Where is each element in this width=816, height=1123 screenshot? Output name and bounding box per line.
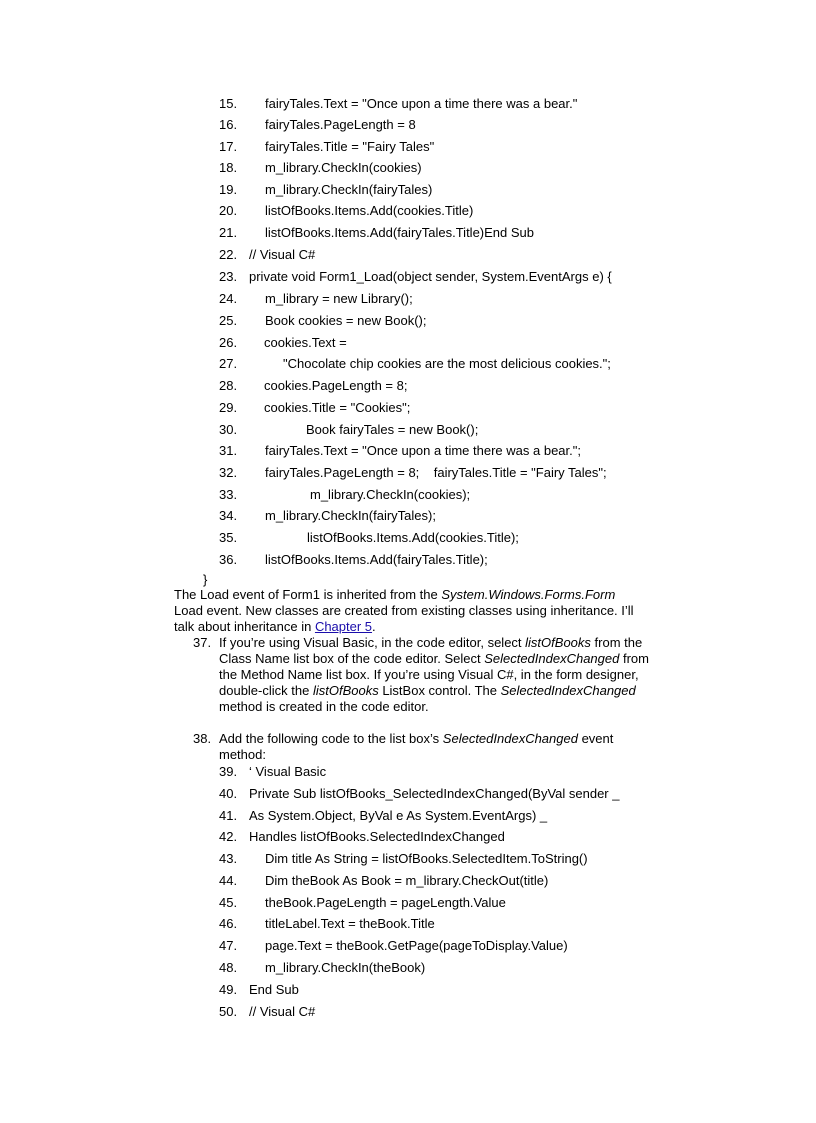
code-text: Book fairyTales = new Book(); — [306, 422, 479, 437]
code-text: "Chocolate chip cookies are the most delicious cookies."; — [283, 356, 611, 371]
code-text: cookies.Text = — [264, 335, 347, 350]
code-text: m_library = new Library(); — [265, 291, 413, 306]
line-number: 20. — [219, 203, 238, 218]
line-number: 17. — [219, 139, 238, 154]
line-number: 46. — [219, 916, 238, 931]
line-number: 15. — [219, 96, 238, 111]
code-text: Book cookies = new Book(); — [265, 313, 427, 328]
code-text: listOfBooks.Items.Add(fairyTales.Title)End Sub — [265, 225, 535, 240]
step-number: 37. — [193, 635, 212, 650]
line-number: 34. — [219, 508, 238, 523]
code-text: m_library.CheckIn(fairyTales); — [265, 508, 436, 523]
line-number: 31. — [219, 443, 238, 458]
line-number: 18. — [219, 160, 238, 175]
line-number: 22. — [219, 247, 238, 262]
step-text: If you’re using Visual Basic, in the code editor, select listOfBooks from the Class Name list box of the code editor. Select SelectedIndexChanged from the Method Name list box. If you’re using Visual C#, in the form designer, double-click the listOfBooks ListBox control. The SelectedIndexChanged method is created in the code editor. — [219, 635, 649, 714]
line-number: 19. — [219, 182, 238, 197]
line-number: 36. — [219, 552, 238, 567]
step-text: Add the following code to the list box’s SelectedIndexChanged event method: — [219, 731, 614, 762]
para-text: . — [372, 619, 376, 634]
code-text: fairyTales.Title = "Fairy Tales" — [265, 139, 435, 154]
line-number: 50. — [219, 1004, 238, 1019]
code-text: theBook.PageLength = pageLength.Value — [265, 895, 506, 910]
line-number: 29. — [219, 400, 238, 415]
code-text: cookies.PageLength = 8; — [264, 378, 408, 393]
code-text: m_library.CheckIn(fairyTales) — [265, 182, 433, 197]
code-text: Dim title As String = listOfBooks.SelectedItem.ToString() — [265, 851, 588, 866]
closing-brace: } — [203, 572, 208, 587]
para-italic: System.Windows.Forms.Form — [441, 587, 616, 602]
line-number: 32. — [219, 465, 238, 480]
line-number: 43. — [219, 851, 238, 866]
code-identifier: SelectedIndexChanged — [484, 651, 620, 666]
line-number: 28. — [219, 378, 238, 393]
para-text: The Load event of Form1 is inherited from the — [174, 587, 442, 602]
code-text: m_library.CheckIn(cookies) — [265, 160, 422, 175]
code-identifier: SelectedIndexChanged — [442, 731, 578, 746]
code-identifier: SelectedIndexChanged — [500, 683, 636, 698]
line-number: 21. — [219, 225, 238, 240]
line-number: 16. — [219, 117, 238, 132]
line-number: 40. — [219, 786, 238, 801]
code-text: fairyTales.PageLength = 8; fairyTales.Title = "Fairy Tales"; — [265, 465, 607, 480]
code-text: ‘ Visual Basic — [249, 764, 327, 779]
code-text: End Sub — [249, 982, 299, 997]
code-text: listOfBooks.Items.Add(cookies.Title) — [265, 203, 474, 218]
line-number: 24. — [219, 291, 238, 306]
code-identifier: listOfBooks — [525, 635, 591, 650]
code-text: // Visual C# — [249, 247, 316, 262]
line-number: 25. — [219, 313, 238, 328]
line-number: 30. — [219, 422, 238, 437]
code-text: m_library.CheckIn(cookies); — [310, 487, 471, 502]
line-number: 48. — [219, 960, 238, 975]
line-number: 26. — [219, 335, 238, 350]
line-number: 33. — [219, 487, 238, 502]
chapter-link[interactable]: Chapter 5 — [314, 619, 373, 634]
line-number: 35. — [219, 530, 238, 545]
code-text: As System.Object, ByVal e As System.EventArgs) _ — [249, 808, 548, 823]
line-number: 39. — [219, 764, 238, 779]
code-text: Handles listOfBooks.SelectedIndexChanged — [249, 829, 505, 844]
code-text: Private Sub listOfBooks_SelectedIndexChanged(ByVal sender _ — [249, 786, 620, 801]
code-text: listOfBooks.Items.Add(cookies.Title); — [307, 530, 519, 545]
code-text: fairyTales.PageLength = 8 — [265, 117, 416, 132]
para-text: Load event. New classes are created from existing classes using inheritance. I’ll talk about inheritance in — [174, 603, 634, 634]
body-paragraph — [174, 587, 644, 635]
code-text: page.Text = theBook.GetPage(pageToDisplay.Value) — [265, 938, 568, 953]
code-text: titleLabel.Text = theBook.Title — [265, 916, 435, 931]
line-number: 27. — [219, 356, 238, 371]
code-identifier: listOfBooks — [312, 683, 379, 698]
code-text: fairyTales.Text = "Once upon a time there was a bear." — [265, 96, 578, 111]
line-number: 42. — [219, 829, 238, 844]
line-number: 23. — [219, 269, 238, 284]
line-number: 47. — [219, 938, 238, 953]
code-text: cookies.Title = "Cookies"; — [264, 400, 411, 415]
code-text: // Visual C# — [249, 1004, 316, 1019]
code-text: Dim theBook As Book = m_library.CheckOut(title) — [265, 873, 549, 888]
code-text: private void Form1_Load(object sender, System.EventArgs e) { — [249, 269, 612, 284]
step-number: 38. — [193, 731, 212, 746]
line-number: 45. — [219, 895, 238, 910]
line-number: 41. — [219, 808, 238, 823]
line-number: 44. — [219, 873, 238, 888]
code-text: fairyTales.Text = "Once upon a time there was a bear."; — [265, 443, 581, 458]
code-text: listOfBooks.Items.Add(fairyTales.Title); — [265, 552, 488, 567]
code-text: m_library.CheckIn(theBook) — [265, 960, 426, 975]
line-number: 49. — [219, 982, 238, 997]
